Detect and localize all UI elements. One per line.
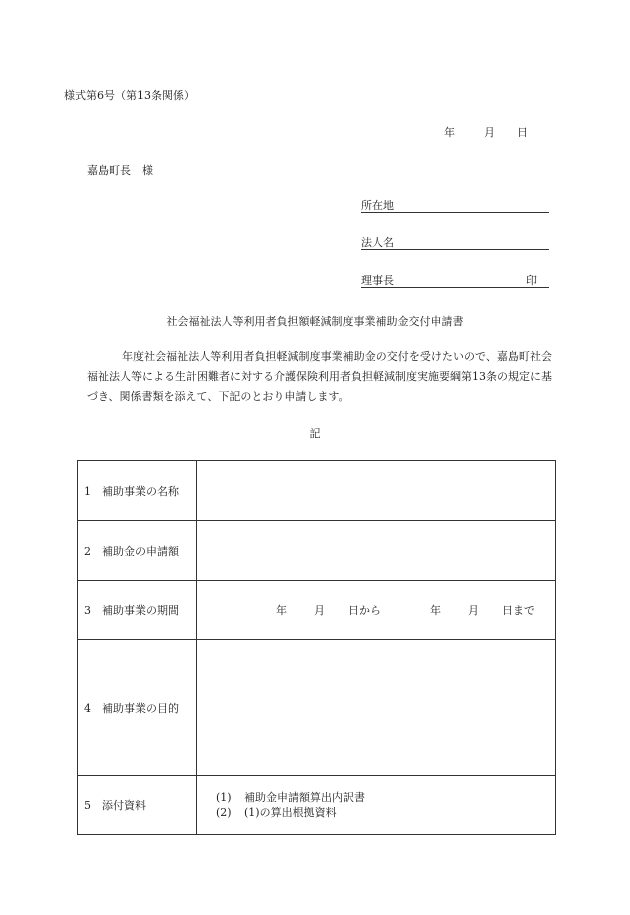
date-day: 日 bbox=[517, 126, 528, 139]
corp-name-field[interactable] bbox=[361, 234, 549, 250]
addressee: 嘉島町長 様 bbox=[87, 164, 153, 177]
list-item: (2) (1)の算出根拠資料 bbox=[216, 806, 337, 819]
period-cell[interactable] bbox=[197, 581, 556, 640]
row-label: 3 補助事業の期間 bbox=[78, 581, 197, 640]
body-text: 年度社会福祉法人等利用者負担軽減制度事業補助金の交付を受けたいので、嘉島町社会福祉法人等による生計困難者に対する介護保険利用者負担軽減制度実施要綱第13条の規定に基づき、関係書類を添えて、下記のとおり申請します。 bbox=[87, 350, 552, 403]
attachments-cell bbox=[197, 776, 556, 835]
amount-cell[interactable] bbox=[197, 521, 556, 581]
ki-heading: 記 bbox=[309, 427, 321, 440]
corp-name-label: 法人名 bbox=[361, 236, 394, 249]
purpose-cell[interactable] bbox=[197, 640, 556, 776]
director-label: 理事長 bbox=[361, 274, 394, 287]
row-label: 4 補助事業の目的 bbox=[78, 640, 197, 776]
date-line bbox=[444, 124, 528, 140]
body-paragraph bbox=[87, 347, 552, 407]
row-label: 1 補助事業の名称 bbox=[78, 461, 197, 521]
address-label: 所在地 bbox=[361, 199, 394, 212]
period-values: 年 月 日から 年 月 日まで bbox=[276, 604, 535, 617]
address-field[interactable] bbox=[361, 197, 549, 213]
date-month: 月 bbox=[484, 126, 495, 139]
project-name-cell[interactable] bbox=[197, 461, 556, 521]
table-row bbox=[78, 581, 556, 640]
document-title: 社会福祉法人等利用者負担額軽減制度事業補助金交付申請書 bbox=[166, 315, 464, 328]
seal-mark: 印 bbox=[526, 274, 537, 287]
attachments-list bbox=[197, 790, 555, 820]
table-row bbox=[78, 776, 556, 835]
row-label: 2 補助金の申請額 bbox=[78, 521, 197, 581]
table-row bbox=[78, 640, 556, 776]
date-year: 年 bbox=[444, 126, 455, 139]
form-number: 様式第6号（第13条関係） bbox=[64, 89, 195, 102]
row-label: 5 添付資料 bbox=[78, 776, 197, 835]
table-row bbox=[78, 521, 556, 581]
detail-table bbox=[77, 460, 556, 835]
list-item: (1) 補助金申請額算出内訳書 bbox=[216, 791, 365, 804]
table-row bbox=[78, 461, 556, 521]
director-field[interactable] bbox=[361, 272, 549, 288]
